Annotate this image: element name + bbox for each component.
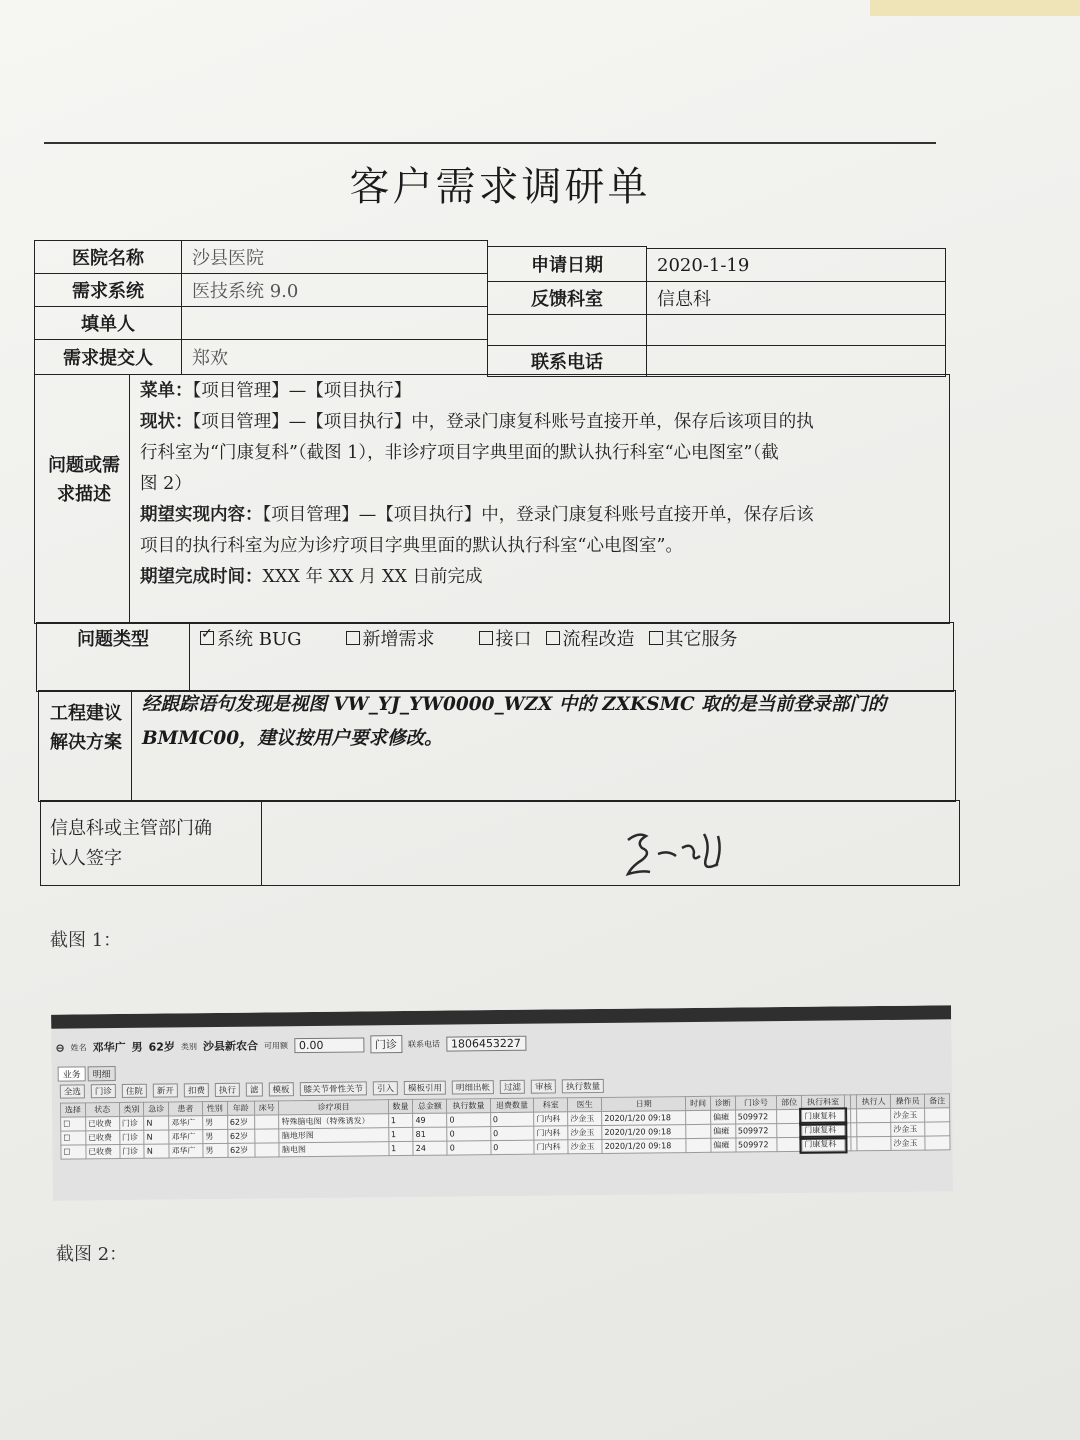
expect-label: 期望实现内容： bbox=[140, 505, 263, 525]
table-cell: 沙金玉 bbox=[891, 1122, 925, 1136]
table-cell: 509972 bbox=[735, 1138, 777, 1152]
status-line-3: 图 2） bbox=[140, 474, 192, 494]
column-header: 年龄 bbox=[227, 1101, 254, 1115]
description-label: 问题或需求描述 bbox=[48, 455, 120, 505]
filler-value bbox=[181, 306, 488, 340]
table-cell: 62岁 bbox=[228, 1143, 255, 1157]
table-cell bbox=[777, 1123, 802, 1137]
table-cell bbox=[857, 1108, 891, 1122]
signoff-label-line-2: 认人签字 bbox=[50, 848, 122, 869]
balance-label: 可用额 bbox=[263, 1040, 288, 1050]
table-cell: 门康复科 bbox=[801, 1109, 845, 1123]
table-cell bbox=[686, 1110, 711, 1124]
table-cell: 沙金玉 bbox=[891, 1108, 925, 1122]
table-cell: 邓华广 bbox=[169, 1144, 203, 1158]
shot-toolbar-item: 明细出帐 bbox=[452, 1080, 494, 1094]
table-cell: 偏瘫 bbox=[710, 1110, 735, 1124]
apply-date-value: 2020-1-19 bbox=[646, 248, 946, 282]
shot-toolbar-item: 扣费 bbox=[184, 1083, 209, 1097]
table-cell: 已收费 bbox=[86, 1145, 120, 1159]
table-cell bbox=[777, 1137, 802, 1151]
column-header: 患者 bbox=[168, 1102, 202, 1116]
table-cell bbox=[925, 1136, 950, 1150]
phone-value bbox=[646, 345, 946, 377]
table-cell: 0 bbox=[490, 1112, 534, 1126]
shot-tab: 业务 bbox=[58, 1066, 86, 1081]
engineering-label: 工程建议解决方案 bbox=[50, 703, 122, 753]
shot-toolbar-item: 执行 bbox=[215, 1083, 240, 1097]
problem-type-option bbox=[200, 625, 302, 651]
problem-type-options bbox=[200, 625, 752, 651]
table-cell: 门康复科 bbox=[802, 1137, 846, 1151]
table-cell bbox=[686, 1124, 711, 1138]
table-cell bbox=[925, 1122, 950, 1136]
table-cell bbox=[686, 1138, 711, 1152]
status-line-2: 行科室为“门康复科”（截图 1），非诊疗项目字典里面的默认执行科室“心电图室”（截 bbox=[140, 443, 779, 463]
table-cell: 门诊 bbox=[119, 1116, 144, 1130]
table-cell: 脑电图 bbox=[279, 1142, 388, 1157]
checked-checkbox-icon bbox=[200, 631, 214, 645]
system-label: 需求系统 bbox=[34, 273, 182, 307]
table-cell: 2020/1/20 09:18 bbox=[602, 1111, 686, 1126]
column-header: 日期 bbox=[602, 1097, 686, 1112]
column-header: 科室 bbox=[534, 1098, 568, 1112]
shot-toolbar-item: 新开 bbox=[153, 1083, 178, 1097]
table-cell: 偏瘫 bbox=[711, 1138, 736, 1152]
table-cell: 0 bbox=[447, 1113, 491, 1127]
submitter-value: 郑欢 bbox=[181, 339, 488, 375]
app-titlebar bbox=[51, 1005, 951, 1028]
table-cell: 沙金玉 bbox=[568, 1139, 602, 1153]
table-cell bbox=[255, 1143, 280, 1157]
column-header: 选择 bbox=[60, 1103, 85, 1117]
phone-field: 1806453227 bbox=[446, 1035, 526, 1051]
blank-cell bbox=[646, 314, 946, 346]
table-cell: 0 bbox=[491, 1140, 535, 1154]
expect-line-2: 项目的执行科室为应为诊疗项目字典里面的默认执行科室“心电图室”。 bbox=[140, 536, 683, 556]
table-cell: 509972 bbox=[735, 1110, 777, 1124]
table-cell: 门内科 bbox=[534, 1112, 568, 1126]
table-cell: 2020/1/20 09:18 bbox=[602, 1125, 686, 1140]
caption-screenshot-1: 截图 1： bbox=[50, 930, 122, 951]
type-label: 类别 bbox=[180, 1041, 197, 1051]
deadline-value: XXX 年 XX 月 XX 日前完成 bbox=[262, 567, 483, 587]
patient-name: 邓华广 bbox=[92, 1040, 126, 1055]
shot-toolbar-item: 滤 bbox=[246, 1083, 263, 1097]
table-cell: 62岁 bbox=[227, 1129, 254, 1143]
column-header: 部位 bbox=[777, 1095, 802, 1109]
balance-field: 0.00 bbox=[294, 1037, 364, 1053]
table-cell: N bbox=[144, 1116, 169, 1130]
column-header: 时间 bbox=[686, 1096, 711, 1110]
table-cell: 已收费 bbox=[85, 1117, 119, 1131]
column-header: 总金额 bbox=[413, 1099, 447, 1113]
column-header: 操作员 bbox=[891, 1094, 925, 1108]
table-cell bbox=[254, 1115, 279, 1129]
patient-info-row bbox=[55, 1034, 526, 1057]
table-cell: 0 bbox=[447, 1141, 491, 1155]
table-cell bbox=[925, 1108, 950, 1122]
column-header: 执行人 bbox=[856, 1094, 890, 1108]
table-cell: 49 bbox=[413, 1113, 447, 1127]
table-cell: 特殊脑电图（特殊诱发） bbox=[279, 1114, 388, 1129]
engineering-line-2: BMMC00，建议按用户要求修改。 bbox=[142, 728, 443, 749]
column-header: 急诊 bbox=[144, 1102, 169, 1116]
problem-type-option-label: 系统 BUG bbox=[217, 629, 302, 650]
hospital-label: 医院名称 bbox=[34, 240, 182, 274]
table-cell: 邓华广 bbox=[169, 1116, 203, 1130]
shot-toolbar-item: 模板 bbox=[268, 1082, 293, 1096]
apply-date-label: 申请日期 bbox=[487, 246, 647, 282]
checkbox-icon bbox=[546, 631, 560, 645]
shot-toolbar-item: 膝关节骨性关节 bbox=[299, 1081, 367, 1096]
top-rule bbox=[44, 142, 936, 144]
expect-line-1: 【项目管理】—【项目执行】中，登录门康复科账号直接开单，保存后该 bbox=[262, 505, 814, 525]
shot-toolbar bbox=[60, 1079, 604, 1099]
visit-field: 门诊 bbox=[370, 1035, 402, 1053]
problem-type-option bbox=[346, 625, 435, 651]
caption-screenshot-2: 截图 2： bbox=[56, 1244, 128, 1265]
checkbox-icon bbox=[479, 631, 493, 645]
patient-type: 沙县新农合 bbox=[202, 1039, 258, 1054]
table-cell: N bbox=[144, 1130, 169, 1144]
menu-value: 【项目管理】—【项目执行】 bbox=[192, 381, 412, 401]
blank-cell bbox=[487, 314, 647, 346]
column-header: 医生 bbox=[568, 1097, 602, 1111]
system-value: 医技系统 9.0 bbox=[181, 273, 488, 307]
column-header: 诊断 bbox=[710, 1096, 735, 1110]
table-cell: 已收费 bbox=[85, 1131, 119, 1145]
problem-type-option-label: 流程改造 bbox=[562, 629, 635, 650]
phone-label: 联系电话 bbox=[407, 1039, 440, 1049]
table-cell bbox=[777, 1109, 802, 1123]
table-cell: 沙金玉 bbox=[568, 1111, 602, 1125]
shot-toolbar-item: 引入 bbox=[373, 1081, 398, 1095]
checkbox-icon bbox=[649, 631, 663, 645]
shot-toolbar-item: 门诊 bbox=[91, 1084, 116, 1098]
status-line-1: 【项目管理】—【项目执行】中，登录门康复科账号直接开单，保存后该项目的执 bbox=[192, 412, 814, 432]
submitter-label: 需求提交人 bbox=[34, 339, 182, 375]
shot-toolbar-item: 住院 bbox=[122, 1084, 147, 1098]
patient-age: 62岁 bbox=[148, 1040, 175, 1054]
status-label: 现状： bbox=[140, 412, 193, 432]
column-header: 床号 bbox=[254, 1101, 279, 1115]
column-header: 退费数量 bbox=[490, 1098, 534, 1112]
shot-toolbar-item: 审核 bbox=[531, 1079, 556, 1093]
shot-toolbar-item: 模板引用 bbox=[404, 1081, 446, 1095]
table-cell: 沙金玉 bbox=[891, 1136, 925, 1150]
problem-type-option bbox=[546, 625, 635, 651]
orders-table bbox=[60, 1093, 951, 1159]
hospital-value: 沙县医院 bbox=[181, 240, 488, 274]
table-cell: 1 bbox=[388, 1127, 413, 1141]
table-cell: 1 bbox=[389, 1141, 414, 1155]
column-header: 门诊号 bbox=[735, 1096, 777, 1110]
table-cell: 邓华广 bbox=[169, 1130, 203, 1144]
engineering-line-1: 经跟踪语句发现是视图 VW_YJ_YW0000_WZX 中的 ZXKSMC 取的是当前登录部门的 bbox=[142, 694, 887, 715]
problem-type-option-label: 其它服务 bbox=[665, 629, 738, 650]
problem-type-option-label: 新增需求 bbox=[362, 629, 435, 650]
table-cell: N bbox=[144, 1144, 169, 1158]
dept-value: 信息科 bbox=[646, 281, 946, 315]
table-cell: 509972 bbox=[735, 1124, 777, 1138]
column-header: 数量 bbox=[388, 1099, 413, 1113]
filler-label: 填单人 bbox=[34, 306, 182, 340]
background-paper-corner bbox=[870, 0, 1080, 16]
table-cell: 门康复科 bbox=[802, 1123, 846, 1137]
table-cell: 2020/1/20 09:18 bbox=[602, 1139, 686, 1154]
signoff-label-line-1: 信息科或主管部门确 bbox=[50, 818, 212, 839]
patient-sex: 男 bbox=[131, 1040, 143, 1054]
collapse-icon: ⊖ bbox=[55, 1041, 65, 1055]
handwritten-signature bbox=[620, 818, 740, 888]
problem-type-option-label: 接口 bbox=[495, 629, 532, 650]
column-header: 执行数量 bbox=[447, 1099, 491, 1113]
embedded-screenshot-1 bbox=[51, 1005, 953, 1200]
shot-toolbar-item: 全选 bbox=[60, 1084, 85, 1098]
menu-label: 菜单： bbox=[140, 381, 193, 401]
problem-type-label: 问题类型 bbox=[77, 629, 149, 650]
row-checkbox-icon: ☐ bbox=[61, 1117, 86, 1131]
column-header: 类别 bbox=[119, 1102, 144, 1116]
table-cell: 门诊 bbox=[120, 1144, 145, 1158]
table-cell bbox=[857, 1122, 891, 1136]
signoff-label bbox=[50, 814, 212, 874]
column-header: 诊疗项目 bbox=[279, 1100, 388, 1115]
table-cell: 偏瘫 bbox=[711, 1124, 736, 1138]
dept-label: 反馈科室 bbox=[487, 281, 647, 315]
table-cell bbox=[255, 1129, 280, 1143]
table-cell: 男 bbox=[203, 1115, 228, 1129]
column-header: 执行科室 bbox=[801, 1095, 845, 1109]
table-cell: 62岁 bbox=[227, 1115, 254, 1129]
shot-toolbar-item: 过滤 bbox=[500, 1080, 525, 1094]
table-cell: 1 bbox=[388, 1113, 413, 1127]
table-cell: 0 bbox=[490, 1126, 534, 1140]
problem-type-option bbox=[479, 625, 532, 651]
table-cell: 沙金玉 bbox=[568, 1125, 602, 1139]
shot-tabs bbox=[58, 1066, 116, 1082]
form-title: 客户需求调研单 bbox=[349, 164, 651, 210]
table-cell: 男 bbox=[203, 1129, 228, 1143]
table-cell: 男 bbox=[203, 1143, 228, 1157]
column-header: 性别 bbox=[202, 1101, 227, 1115]
problem-type-option bbox=[649, 625, 738, 651]
table-cell: 24 bbox=[413, 1141, 447, 1155]
table-cell bbox=[857, 1136, 891, 1150]
name-label: 姓名 bbox=[70, 1042, 87, 1053]
table-cell: 81 bbox=[413, 1127, 447, 1141]
table-cell: 门诊 bbox=[119, 1130, 144, 1144]
row-checkbox-icon: ☐ bbox=[61, 1131, 86, 1145]
description-text bbox=[140, 376, 940, 593]
shot-tab: 明细 bbox=[88, 1066, 116, 1081]
column-header: 状态 bbox=[85, 1103, 119, 1117]
column-header: 备注 bbox=[925, 1094, 950, 1108]
engineering-text bbox=[142, 688, 886, 756]
table-cell: 门内科 bbox=[534, 1126, 568, 1140]
checkbox-icon bbox=[346, 631, 360, 645]
row-checkbox-icon: ☐ bbox=[61, 1145, 86, 1159]
table-cell: 门内科 bbox=[534, 1140, 568, 1154]
phone-label: 联系电话 bbox=[487, 345, 647, 377]
table-cell: 脑地形图 bbox=[279, 1128, 388, 1143]
table-cell: 0 bbox=[447, 1127, 491, 1141]
deadline-label: 期望完成时间： bbox=[140, 567, 263, 587]
shot-toolbar-item: 执行数量 bbox=[562, 1079, 604, 1093]
